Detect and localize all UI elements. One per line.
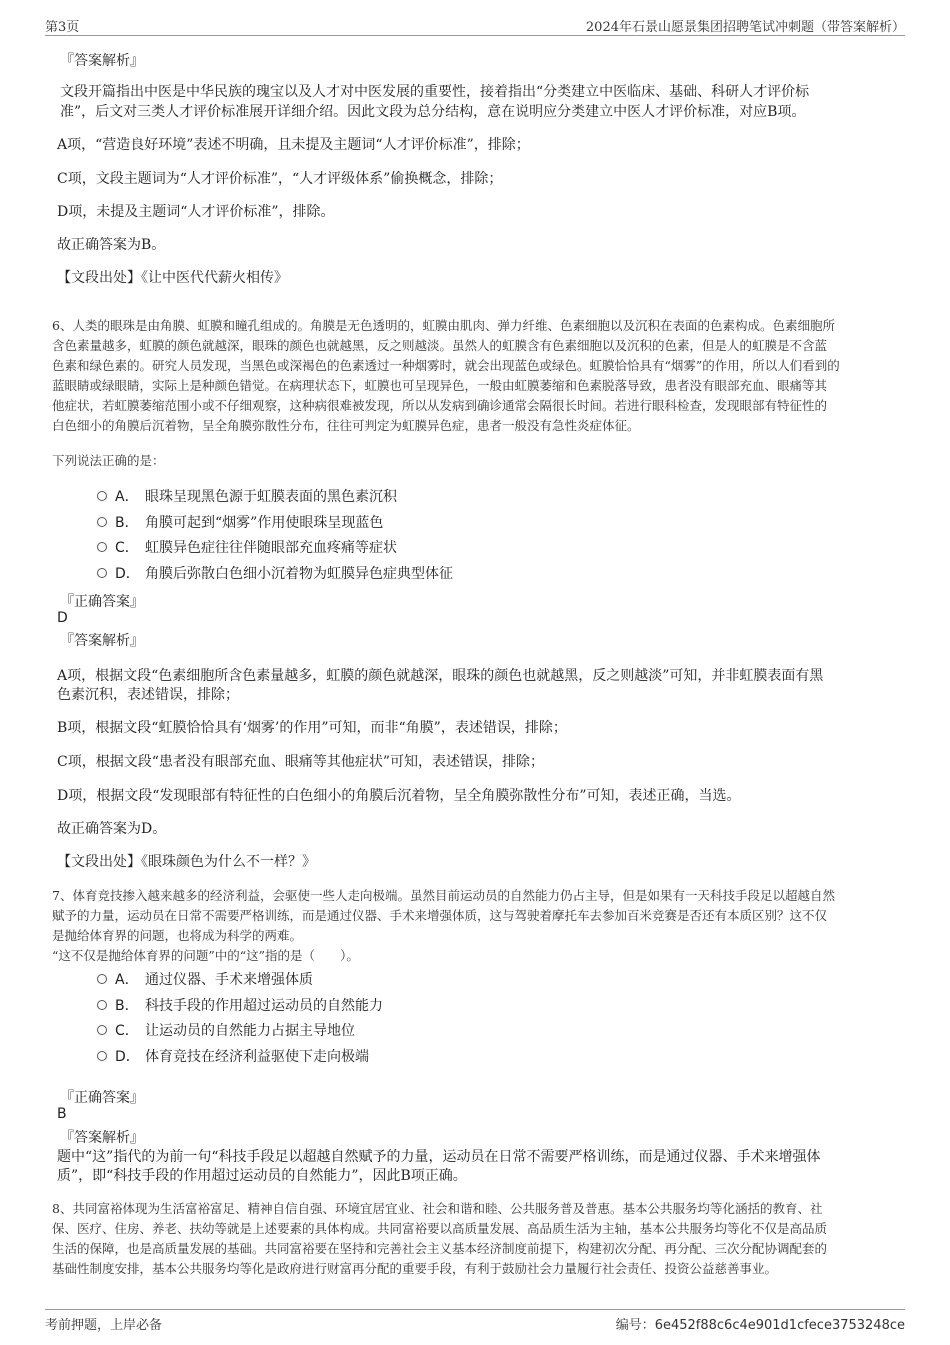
q6-option-a-analysis-line-1: A项，根据文段“色素细胞所含色素量越多，虹膜的颜色就越深，眼珠的颜色也就越黑，反之则越淡”可知，并非虹膜表面有黑 <box>57 668 824 684</box>
q5-conclusion: 故正确答案为B。 <box>57 237 166 253</box>
header-rule <box>45 35 905 36</box>
footer-rule <box>45 1309 905 1310</box>
q6-answer: D <box>57 610 68 626</box>
radio-icon[interactable] <box>97 1000 107 1010</box>
option-text: 角膜后弥散白色细小沉着物为虹膜异色症典型体征 <box>145 566 453 582</box>
radio-icon[interactable] <box>97 1025 107 1035</box>
radio-icon[interactable] <box>97 542 107 552</box>
option-letter: D． <box>115 1049 140 1065</box>
q6-answer-title: 『正确答案』 <box>60 594 144 610</box>
q6-passage-line-5: 他症状，若虹膜萎缩范围小或不仔细观察，这种病很难被发现，所以从发病到确诊通常会隔很长时间。若进行眼科检查，发现眼部有特征性的 <box>52 398 828 413</box>
q6-option-a-analysis-line-2: 色素沉积，表述错误，排除； <box>57 687 239 703</box>
option-text: 眼珠呈现黑色源于虹膜表面的黑色素沉积 <box>145 489 397 505</box>
q6-option-d-analysis: D项，根据文段“发现眼部有特征性的白色细小的角膜后沉着物，呈全角膜弥散性分布”可知，表述正确，当选。 <box>57 788 741 804</box>
option-letter: C． <box>115 1023 139 1039</box>
q7-passage-line-3: 是抛给体育界的问题，也将成为科学的两难。 <box>52 928 303 943</box>
q6-option-a[interactable] <box>97 486 397 506</box>
q6-conclusion: 故正确答案为D。 <box>57 821 167 837</box>
option-letter: C． <box>115 540 139 556</box>
document-code-label: 编号： <box>615 1318 655 1333</box>
q7-analysis-line-2: 质”，即“科技手段的作用超过运动员的自然能力”，因此B项正确。 <box>57 1168 467 1184</box>
footer-slogan: 考前押题，上岸必备 <box>45 1318 163 1333</box>
page-number: 第3页 <box>45 20 80 35</box>
document-code <box>616 1314 905 1333</box>
option-text: 让运动员的自然能力占据主导地位 <box>145 1023 355 1039</box>
q7-option-a[interactable] <box>97 969 313 989</box>
option-letter: A． <box>115 489 139 505</box>
option-text: 体育竞技在经济利益驱使下走向极端 <box>145 1049 369 1065</box>
q6-option-c[interactable] <box>97 537 397 557</box>
radio-icon[interactable] <box>97 568 107 578</box>
document-title: 2024年石景山愿景集团招聘笔试冲刺题（带答案解析） <box>585 20 905 35</box>
q6-passage-line-2: 含色素量越多，虹膜的颜色就越深，眼珠的颜色也就越黑，反之则越淡。虽然人的虹膜含有色素细胞以及沉积的色素，但是人的虹膜是不含蓝 <box>52 338 828 353</box>
q6-option-d[interactable] <box>97 563 453 583</box>
q5-option-a-analysis: A项，“营造良好环境”表述不明确，且未提及主题词“人才评价标准”，排除； <box>57 137 530 153</box>
q7-answer-title: 『正确答案』 <box>60 1090 144 1106</box>
radio-icon[interactable] <box>97 1051 107 1061</box>
option-letter: D． <box>115 566 140 582</box>
option-letter: B． <box>115 998 139 1014</box>
q8-passage-line-2: 保、医疗、住房、养老、扶幼等就是上述要素的具体构成。共同富裕要以高质量发展、高品质生活为主轴，基本公共服务均等化不仅是高品质 <box>52 1221 828 1236</box>
q6-source: 【文段出处】《眼珠颜色为什么不一样？》 <box>57 854 316 870</box>
q5-source: 【文段出处】《让中医代代薪火相传》 <box>57 270 288 286</box>
q7-passage-line-1: 7、体育竞技掺入越来越多的经济利益，会驱使一些人走向极端。虽然目前运动员的自然能力仍占主导，但是如果有一天科技手段足以超越自然 <box>52 888 835 903</box>
q5-analysis-line-1: 文段开篇指出中医是中华民族的瑰宝以及人才对中医发展的重要性，接着指出“分类建立中医临床、基础、科研人才评价标 <box>60 84 810 100</box>
option-text: 通过仪器、手术来增强体质 <box>145 972 313 988</box>
q6-passage-line-4: 蓝眼睛或绿眼睛，实际上是种颜色错觉。在病理状态下，虹膜也可呈现异色，一般由虹膜萎缩和色素脱落导致，患者没有眼部充血、眼痛等其 <box>52 378 828 393</box>
radio-icon[interactable] <box>97 517 107 527</box>
q7-option-c[interactable] <box>97 1020 355 1040</box>
q6-question: 下列说法正确的是： <box>52 453 165 468</box>
q7-analysis-title: 『答案解析』 <box>60 1130 144 1146</box>
q7-question: “这不仅是抛给体育界的问题”中的“这”指的是（ ）。 <box>52 948 359 963</box>
q6-passage-line-3: 色素和绿色素的。研究人员发现，当黑色或深褐色的色素透过一种烟雾时，就会出现蓝色或绿色。虹膜恰恰具有“烟雾”的作用，所以人们看到的 <box>52 358 840 373</box>
q5-analysis-title: 『答案解析』 <box>60 53 144 69</box>
option-text: 角膜可起到“烟雾”作用使眼珠呈现蓝色 <box>145 515 384 531</box>
q7-passage-line-2: 赋予的力量，运动员在日常不需要严格训练，而是通过仪器、手术来增强体质，这与驾驶着摩托车去参加百米竞赛是否还有本质区别？这不仅 <box>52 908 828 923</box>
q5-option-d-analysis: D项，未提及主题词“人才评价标准”，排除。 <box>57 204 335 220</box>
q8-passage-line-3: 生活的保障，也是高质量发展的基础。共同富裕要在坚持和完善社会主义基本经济制度前提下，构建初次分配、再分配、三次分配协调配套的 <box>52 1241 828 1256</box>
radio-icon[interactable] <box>97 974 107 984</box>
q7-option-d[interactable] <box>97 1046 369 1066</box>
q6-analysis-title: 『答案解析』 <box>60 633 144 649</box>
q8-passage-line-1: 8、共同富裕体现为生活富裕富足、精神自信自强、环境宜居宜业、社会和谐和睦、公共服务普及普惠。基本公共服务均等化涵括的教育、社 <box>52 1201 823 1216</box>
document-code-value: 6e452f88c6c4e901d1cfece3753248ce <box>654 1318 905 1333</box>
radio-icon[interactable] <box>97 491 107 501</box>
option-text: 虹膜异色症往往伴随眼部充血疼痛等症状 <box>145 540 397 556</box>
q7-answer: B <box>57 1106 67 1122</box>
q6-passage-line-6: 白色细小的角膜后沉着物，呈全角膜弥散性分布，往往可判定为虹膜异色症，患者一般没有急性炎症体征。 <box>52 418 640 433</box>
option-letter: A． <box>115 972 139 988</box>
q6-option-b[interactable] <box>97 512 383 532</box>
q6-option-c-analysis: C项，根据文段“患者没有眼部充血、眼痛等其他症状”可知，表述错误，排除； <box>57 754 545 770</box>
q7-option-b[interactable] <box>97 995 383 1015</box>
q6-passage-line-1: 6、人类的眼珠是由角膜、虹膜和瞳孔组成的。角膜是无色透明的，虹膜由肌肉、弹力纤维、色素细胞以及沉积在表面的色素构成。色素细胞所 <box>52 318 835 333</box>
q5-option-c-analysis: C项，文段主题词为“人才评价标准”，“人才评级体系”偷换概念，排除； <box>57 171 503 187</box>
q7-analysis-line-1: 题中“这”指代的为前一句“科技手段足以超越自然赋予的力量，运动员在日常不需要严格训练，而是通过仪器、手术来增强体 <box>57 1149 821 1165</box>
q6-option-b-analysis: B项，根据文段“虹膜恰恰具有‘烟雾’的作用”可知，而非“角膜”，表述错误，排除； <box>57 720 567 736</box>
option-letter: B． <box>115 515 139 531</box>
q8-passage-line-4: 基础性制度安排，基本公共服务均等化是政府进行财富再分配的重要手段，有利于鼓励社会力量履行社会责任、投资公益慈善事业。 <box>52 1261 778 1276</box>
option-text: 科技手段的作用超过运动员的自然能力 <box>145 998 383 1014</box>
q5-analysis-line-2: 准”，后文对三类人才评价标准展开详细介绍。因此文段为总分结构，意在说明应分类建立中医人才评价标准，对应B项。 <box>60 104 806 120</box>
